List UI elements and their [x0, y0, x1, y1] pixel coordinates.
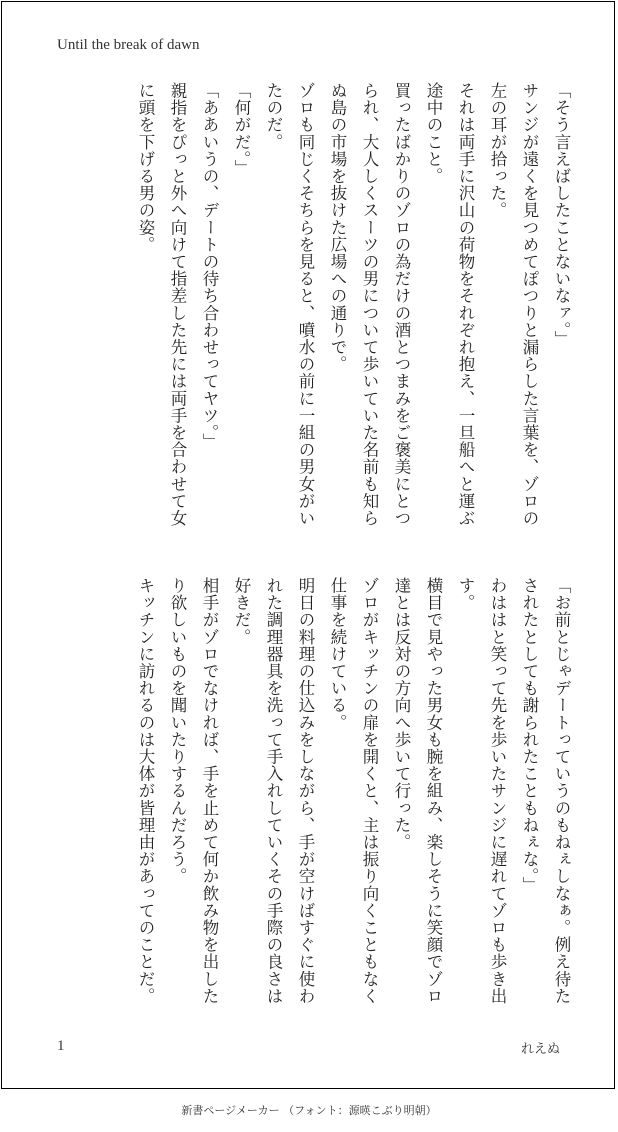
paragraph: ゾロも同じくそちらを見ると、噴水の前に一組の男女がいたのだ。 [264, 82, 315, 527]
text-column-top [42, 82, 577, 527]
book-page [1, 1, 615, 1089]
paragraph: サンジが遠くを見つめてぽつりと漏らした言葉を、ゾロの左の耳が拾った。 [488, 82, 539, 527]
paragraph: 「ああいうの、デートの待ち合わせってヤツ。」 [200, 82, 219, 450]
page-number: 1 [57, 1038, 65, 1054]
paragraph: 親指をぴっと外へ向けて指差した先には両手を合わせて女に頭を下げる男の姿。 [136, 82, 187, 527]
paragraph: 「そう言えばしたことないなァ。」 [552, 82, 571, 348]
paragraph: 相手がゾロでなければ、手を止めて何か飲み物を出したり欲しいものを聞いたりするんだろう。 [168, 577, 219, 1005]
paragraph: それは両手に沢山の荷物をそれぞれ抱え、一旦船へと運ぶ途中のこと。 [424, 82, 475, 527]
paragraph: 明日の料理の仕込みをしながら、手が空けばすぐに使われた調理器具を洗って手入れしていくその手際の良さは好きだ。 [232, 577, 315, 1005]
book-title: Until the break of dawn [57, 37, 200, 53]
paragraph: 「お前とじゃデートっていうのもねぇしなぁ。例え待たされたとしても謝られたこともねぇな。」 [520, 577, 571, 1005]
paragraph: 「何がだ。」 [232, 82, 251, 177]
generator-credit: 新書ページメーカー （フォント：源暎こぶり明朝） [181, 1104, 437, 1117]
paragraph: 買ったばかりのゾロの為だけの酒とつまみをご褒美にとつられ、大人しくスーツの男について歩いていた名前も知らぬ島の市場を抜けた広場への通りで。 [328, 82, 411, 527]
text-column-bottom [42, 577, 577, 1017]
author-name: れえぬ [520, 1042, 560, 1057]
paragraph: わははと笑って先を歩いたサンジに遅れてゾロも歩き出す。 [456, 577, 507, 1005]
paragraph: ゾロがキッチンの扉を開くと、主は振り向くこともなく仕事を続けている。 [328, 577, 379, 1005]
paragraph: キッチンに訪れるのは大体が皆理由があってのことだ。 [136, 577, 155, 1005]
paragraph: 横目で見やった男女も腕を組み、楽しそうに笑顔でゾロ達とは反対の方向へ歩いて行った。 [392, 577, 443, 1005]
